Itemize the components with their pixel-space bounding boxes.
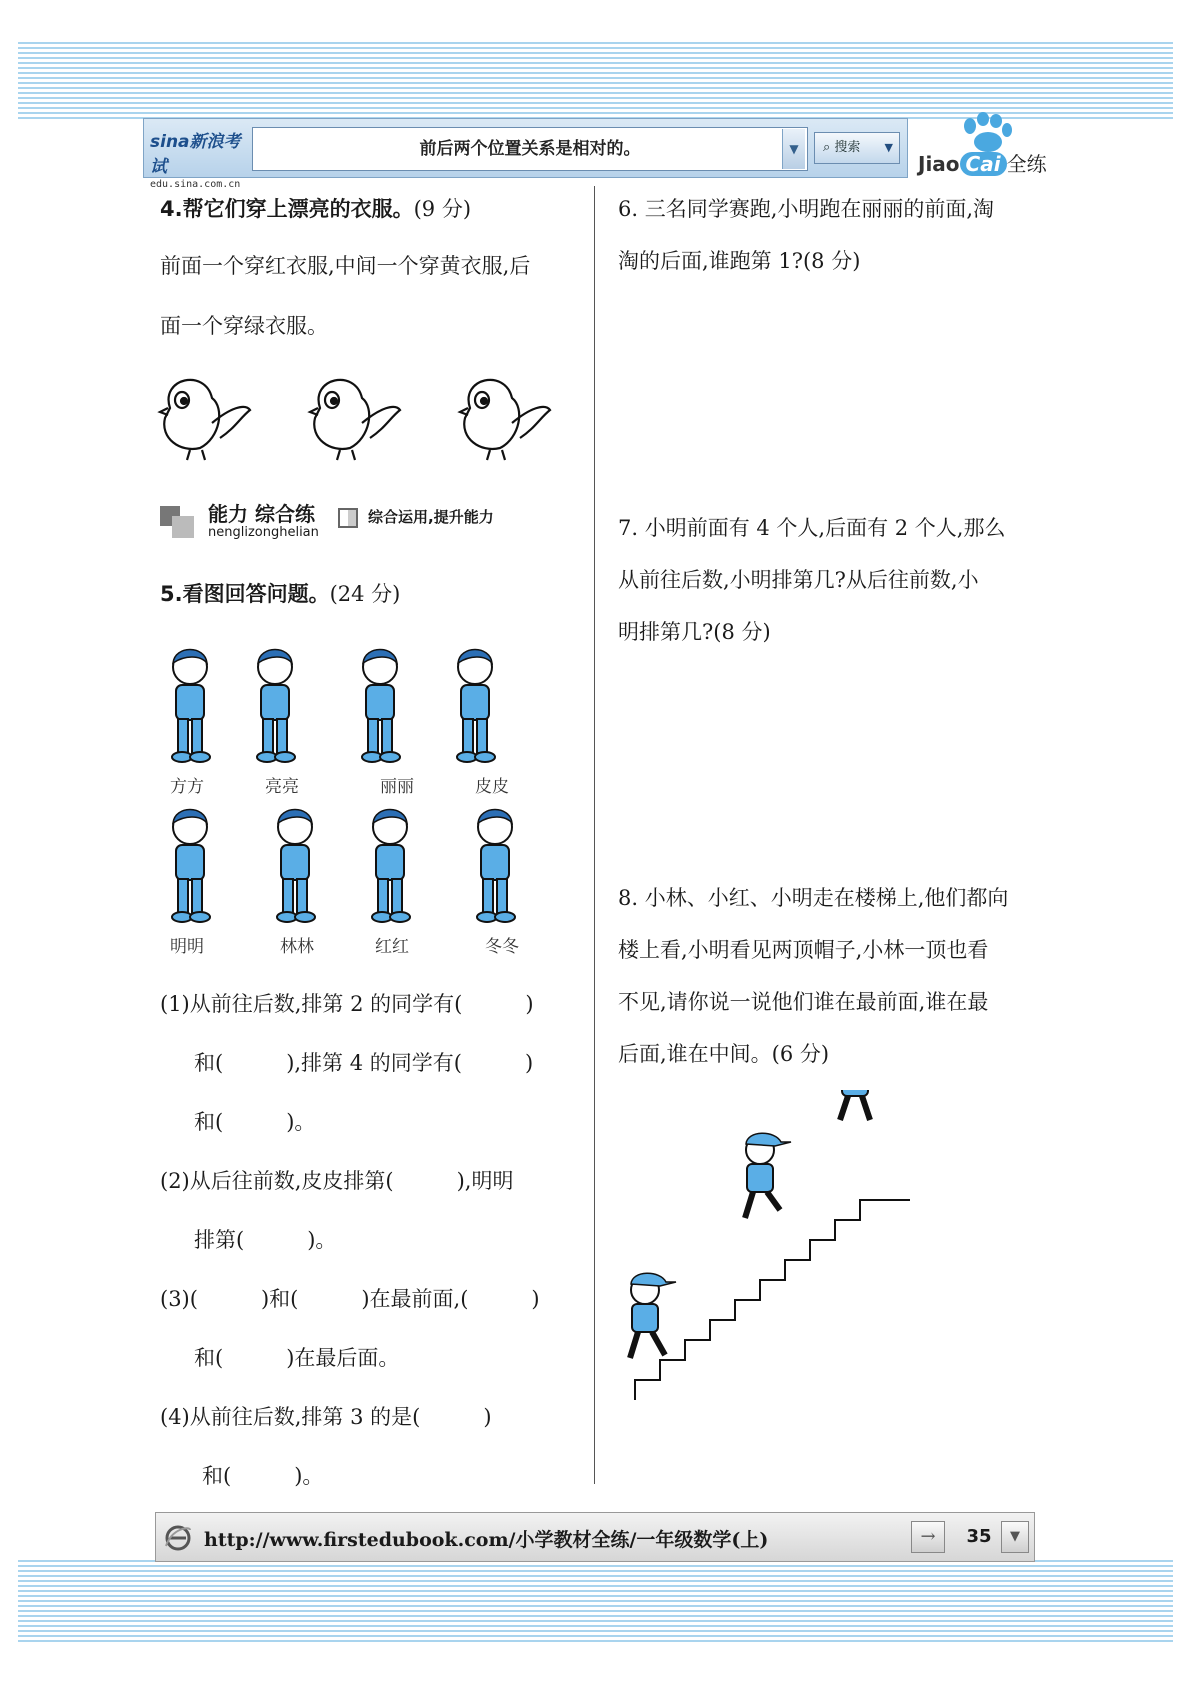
q5-title-text: 看图回答问题。 <box>182 582 330 606</box>
child-pipi <box>457 650 495 763</box>
sina-logo-text: sina新浪考试 <box>150 132 241 177</box>
search-button[interactable] <box>814 132 900 164</box>
child-fangfang <box>172 650 210 763</box>
arrow-right-icon[interactable]: → <box>911 1521 945 1553</box>
top-stripe-band <box>18 42 1173 122</box>
sina-logo-url: edu.sina.com.cn <box>150 179 241 190</box>
q5-p3-line2: 和( )在最后面。 <box>194 1346 400 1370</box>
chevron-down-icon[interactable]: ▼ <box>782 129 805 169</box>
q4-line2: 面一个穿绿衣服。 <box>160 314 328 338</box>
label-honghong: 红红 <box>375 937 409 957</box>
label-dongdong: 冬冬 <box>485 937 519 957</box>
brand-cai: Cai <box>960 152 1007 176</box>
footer-url[interactable]: http://www.firstedubook.com/小学教材全练/一年级数学(上) <box>204 1529 769 1551</box>
ability-section-header <box>160 498 580 544</box>
chevron-down-icon[interactable]: ▼ <box>1001 1521 1029 1553</box>
child-mingming <box>172 810 210 923</box>
jiaocai-brand <box>918 112 1068 180</box>
staircase-illustration <box>610 1090 950 1410</box>
child-honghong <box>372 810 410 923</box>
q5-title: 5.看图回答问题。(24 分) <box>160 582 401 606</box>
child-climbing-middle <box>745 1133 791 1218</box>
q6-line1: 6. 三名同学赛跑,小明跑在丽丽的前面,淘 <box>618 197 995 221</box>
child-climbing-bottom <box>630 1273 676 1358</box>
child-climbing-top <box>840 1090 886 1120</box>
bird-illustrations <box>150 368 590 468</box>
q4-title-text: 帮它们穿上漂亮的衣服。 <box>182 197 414 221</box>
q5-p1-line2: 和( ),排第 4 的同学有( ) <box>194 1051 534 1075</box>
ability-pinyin: nenglizonghelian <box>208 525 319 540</box>
q8-line4: 后面,谁在中间。(6 分) <box>618 1042 830 1066</box>
caret-down-icon: ▼ <box>884 141 893 154</box>
q8-line2: 楼上看,小明看见两顶帽子,小林一顶也看 <box>618 938 989 962</box>
header-search-bar <box>143 118 908 190</box>
label-liangliang: 亮亮 <box>265 777 299 797</box>
search-button-label: 搜索 <box>834 140 861 155</box>
q5-p3-line1: (3)( )和( )在最前面,( ) <box>160 1287 540 1311</box>
search-input[interactable]: 前后两个位置关系是相对的。 <box>252 127 808 171</box>
label-linlin: 林林 <box>280 937 314 957</box>
ie-browser-icon <box>164 1524 192 1552</box>
page-number: 35 <box>966 1526 992 1547</box>
q5-p2-line2: 排第( )。 <box>194 1228 337 1252</box>
q4-title: 4.帮它们穿上漂亮的衣服。(9 分) <box>160 197 472 221</box>
q5-score: (24 分) <box>329 582 401 606</box>
q6-line2: 淘的后面,谁跑第 1?(8 分) <box>618 249 861 273</box>
q5-p4-line1: (4)从前往后数,排第 3 的是( ) <box>160 1405 492 1429</box>
q4-line1: 前面一个穿红衣服,中间一个穿黄衣服,后 <box>160 254 531 278</box>
q5-p1-line1: (1)从前往后数,排第 2 的同学有( ) <box>160 992 534 1016</box>
q5-p2-line1: (2)从后往前数,皮皮排第( ),明明 <box>160 1169 514 1193</box>
staircase-icon <box>635 1200 910 1400</box>
brand-jiao: Jiao <box>918 152 960 176</box>
ability-title: 能力 综合练 <box>208 502 315 526</box>
column-divider <box>594 186 595 1484</box>
q8-line1: 8. 小林、小红、小明走在楼梯上,他们都向 <box>618 886 1009 910</box>
brand-qianlian: 全练 <box>1006 152 1047 176</box>
sina-logo <box>150 127 250 190</box>
child-dongdong <box>477 810 515 923</box>
q7-line2: 从前往后数,小明排第几?从后往前数,小 <box>618 568 979 592</box>
bird-icon-2 <box>310 380 400 460</box>
section-square-shadow <box>172 516 194 538</box>
label-pipi: 皮皮 <box>475 777 509 797</box>
label-fangfang: 方方 <box>170 777 204 797</box>
label-mingming: 明明 <box>170 937 204 957</box>
bottom-stripe-band <box>18 1560 1173 1642</box>
ability-subtitle: 综合运用,提升能力 <box>368 508 494 526</box>
search-icon: ⌕ <box>823 140 831 155</box>
q5-p1-line3: 和( )。 <box>194 1110 316 1134</box>
paw-icon <box>958 112 1018 152</box>
child-linlin <box>277 810 315 923</box>
q7-line1: 7. 小明前面有 4 个人,后面有 2 个人,那么 <box>618 516 1006 540</box>
child-liangliang <box>257 650 295 763</box>
child-lili <box>362 650 400 763</box>
q7-line3: 明排第几?(8 分) <box>618 620 771 644</box>
footer-url-bar <box>155 1512 1035 1562</box>
q4-score: (9 分) <box>413 197 472 221</box>
bird-icon-1 <box>160 380 250 460</box>
q5-p4-line2: 和( )。 <box>202 1464 324 1488</box>
section-box-icon <box>338 508 358 528</box>
label-lili: 丽丽 <box>380 777 414 797</box>
q8-line3: 不见,请你说一说他们谁在最前面,谁在最 <box>618 990 989 1014</box>
bird-icon-3 <box>460 380 550 460</box>
